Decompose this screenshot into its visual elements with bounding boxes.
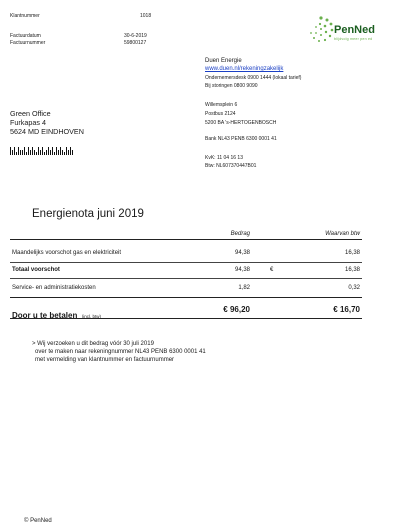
recipient-city: 5624 MD EINDHOVEN — [10, 127, 84, 136]
row-btw-service: 0,32 — [348, 285, 360, 291]
footer-copyright: © PenNed — [24, 518, 52, 524]
sender-btw: Btw: NL607370447B01 — [205, 163, 257, 169]
header-divider — [10, 239, 362, 240]
row-bedrag-service: 1,82 — [238, 285, 250, 291]
logo-tagline: blijdvolg meer pen ed — [334, 37, 373, 41]
sender-address-postbus: Postbus 2124 — [205, 111, 236, 117]
total-label: Door u te betalen — [12, 311, 78, 320]
total-bedrag: € 96,20 — [223, 305, 250, 314]
sender-name: Duen Energie — [205, 58, 242, 64]
penned-logo-icon — [305, 14, 337, 46]
sender-bank: Bank NL43 PENB 6300 0001 41 — [205, 136, 277, 142]
sender-storingen: Bij storingen 0800 9090 — [205, 83, 258, 89]
row-btw-totaal-voorschot: 16,38 — [344, 267, 360, 273]
invoice-title: Energienota juni 2019 — [32, 208, 144, 220]
payment-line-3: met vermelding van klantnummer en factuurnummer — [35, 357, 175, 363]
row-divider — [10, 278, 362, 279]
payment-line-2: over te maken naar rekeningnummer NL43 PENB 6300 0001 41 — [35, 349, 206, 355]
total-btw: € 16,70 — [333, 305, 360, 314]
total-note: (incl. btw) — [81, 314, 102, 319]
logo-name: PenNed — [334, 24, 375, 36]
sender-address-city: 5200 BA 's-HERTOGENBOSCH — [205, 120, 277, 126]
factuurdatum-label: Factuurdatum — [10, 33, 41, 39]
klantnummer-label: Klantnummer — [10, 13, 40, 19]
row-bedrag-voorschot: 94,38 — [234, 250, 250, 256]
sender-address-street: Willemsplein 6 — [205, 102, 238, 108]
recipient-name: Green Office — [10, 109, 51, 118]
sender-kvk: KvK: 11 04 16 13 — [205, 155, 243, 161]
recipient-street: Furkapas 4 — [10, 118, 46, 127]
row-bedrag-totaal-voorschot: 94,38 — [234, 267, 250, 273]
row-euro-totaal-voorschot: € — [270, 267, 274, 273]
sender-url-link[interactable]: www.duen.nl/rekeningzakelijk — [205, 66, 284, 72]
postal-barcode — [10, 147, 73, 155]
total-divider — [10, 297, 362, 298]
row-divider — [10, 262, 362, 263]
row-label-voorschot: Maandelijks voorschot gas en elektriciteit — [12, 250, 122, 256]
factuurdatum-value: 30-6-2019 — [124, 33, 147, 39]
row-btw-voorschot: 16,38 — [344, 250, 360, 256]
total-row — [12, 305, 101, 323]
klantnummer-value: 1018 — [140, 13, 152, 19]
factuurnummer-value: 59800127 — [124, 40, 147, 46]
column-header-bedrag: Bedrag — [230, 231, 250, 237]
sender-ondernemersdesk: Ondernemersdesk 0900 1444 (lokaal tarief) — [205, 75, 302, 81]
bottom-divider — [10, 318, 362, 319]
row-label-totaal-voorschot: Totaal voorschot — [12, 267, 60, 273]
column-header-btw: Waarvan btw — [325, 231, 360, 237]
factuurnummer-label: Factuurnummer — [10, 40, 46, 46]
payment-line-1: > Wij verzoeken u dit bedrag vóór 30 juli 2019 — [32, 341, 154, 347]
row-label-service: Service- en administratiekosten — [12, 285, 96, 291]
